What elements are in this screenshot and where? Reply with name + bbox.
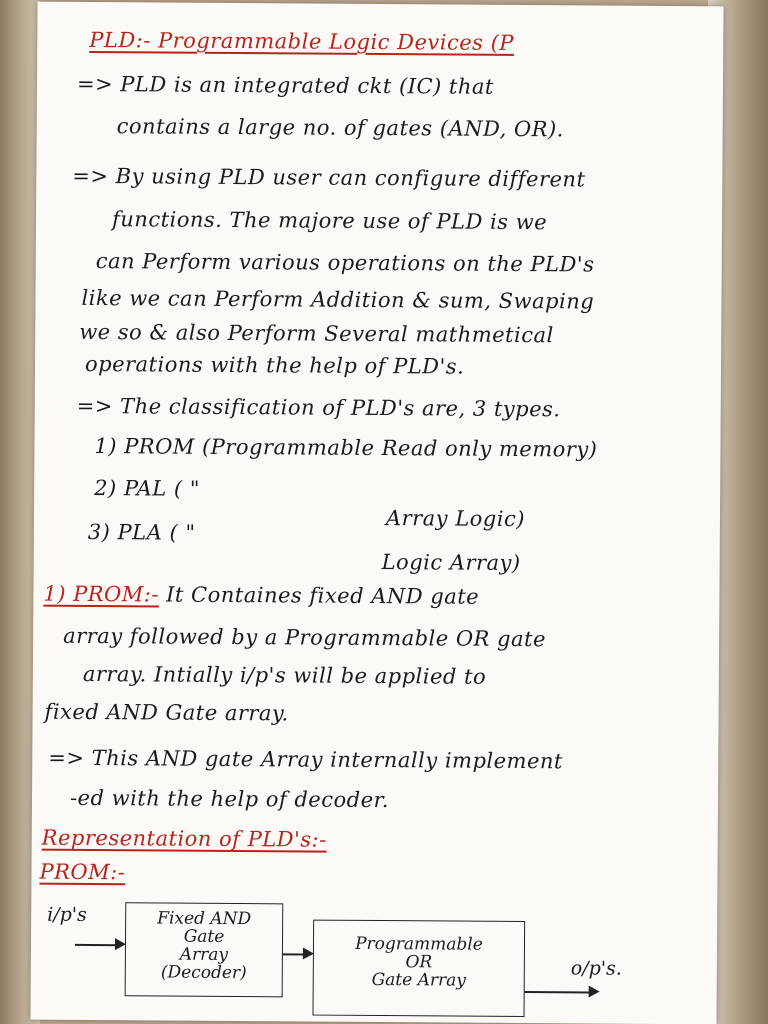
note-line: => This AND gate Array internally implement bbox=[48, 745, 563, 774]
note-line: functions. The majore use of PLD is we bbox=[111, 207, 548, 235]
output-arrow bbox=[525, 991, 591, 993]
note-line: we so & also Perform Several mathmetical bbox=[79, 319, 554, 348]
classification-item: 1) PROM (Programmable Read only memory) bbox=[94, 434, 598, 462]
note-line: can Perform various operations on the PLD's bbox=[95, 249, 595, 277]
classification-item: 2) PAL ( " bbox=[94, 476, 200, 501]
note-line: -ed with the help of decoder. bbox=[69, 785, 390, 813]
output-arrow-head bbox=[589, 985, 600, 997]
note-line: => PLD is an integrated ckt (IC) that bbox=[76, 71, 494, 99]
representation-heading: Representation of PLD's:- bbox=[41, 825, 327, 852]
output-label: o/p's. bbox=[570, 957, 622, 980]
note-line: => The classification of PLD's are, 3 types. bbox=[76, 393, 561, 422]
classification-item: 3) PLA ( " bbox=[87, 519, 196, 545]
page-title: PLD:- Programmable Logic Devices (P bbox=[89, 27, 515, 55]
prom-heading: 1) PROM:- bbox=[43, 581, 160, 607]
note-line: like we can Perform Addition & sum, Swaping bbox=[81, 285, 595, 314]
note-line: => By using PLD user can configure different bbox=[72, 163, 586, 192]
prom-subheading: PROM:- bbox=[39, 859, 126, 885]
note-line: fixed AND Gate array. bbox=[44, 699, 289, 726]
note-line: operations with the help of PLD's. bbox=[84, 351, 465, 379]
prom-heading-line: 1) PROM:- It Containes fixed AND gate bbox=[43, 581, 480, 609]
note-line: array. Intially i/p's will be applied to bbox=[82, 661, 487, 689]
note-line: contains a large no. of gates (AND, OR). bbox=[116, 114, 564, 142]
classification-item: Logic Array) bbox=[381, 550, 521, 576]
classification-item: Array Logic) bbox=[385, 506, 526, 532]
input-label: i/p's bbox=[47, 903, 87, 926]
fixed-and-gate-array-block: Fixed AND Gate Array (Decoder) bbox=[125, 902, 284, 997]
note-line: array followed by a Programmable OR gate bbox=[63, 623, 547, 652]
programmable-or-gate-array-block: Programmable OR Gate Array bbox=[312, 920, 525, 1017]
notebook-page bbox=[30, 2, 723, 1024]
input-arrow bbox=[75, 944, 119, 946]
